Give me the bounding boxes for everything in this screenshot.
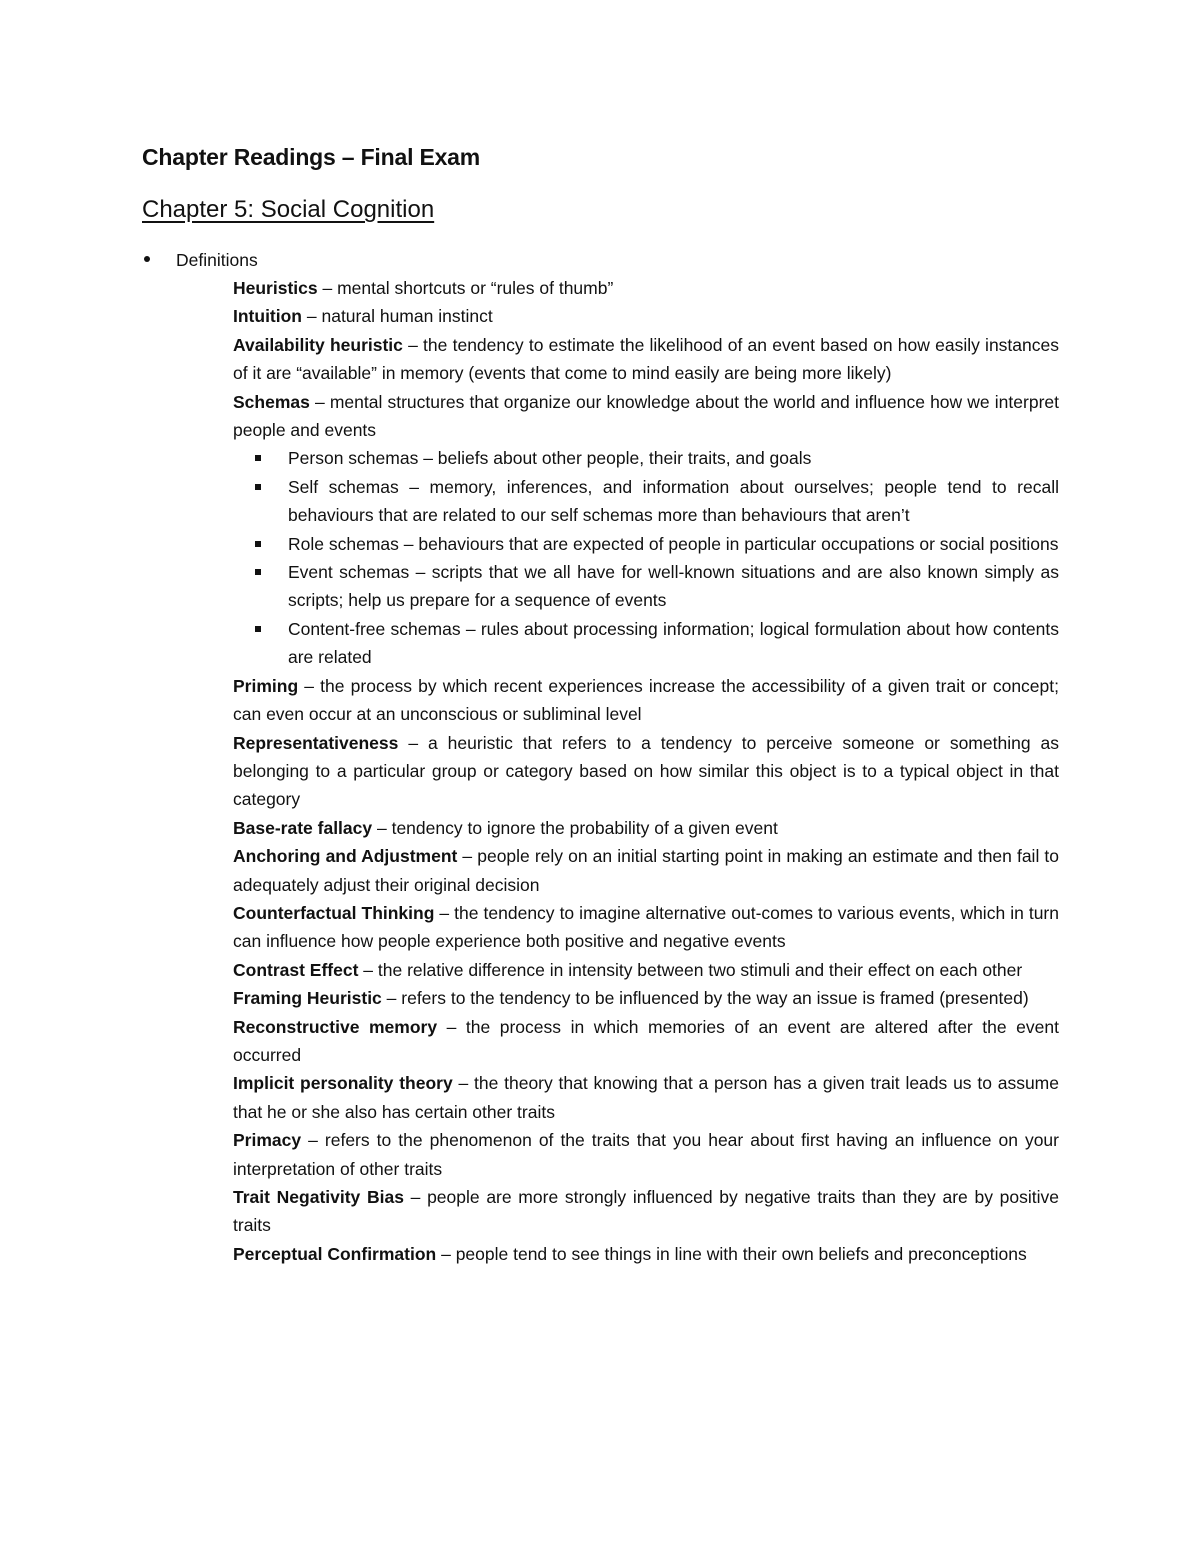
definitions-list [233,274,1059,1268]
definition-text: – memory, inferences, and information about ourselves; people tend to recall behaviours that are related to our self schemas more than behaviours that aren’t [288,476,1059,526]
definition-item [233,1069,1059,1126]
definition-item [233,956,1059,984]
schema-type-item [233,558,1059,615]
definition-text: – natural human instinct [302,306,493,327]
definition-item [233,899,1059,956]
definitions-group-a [233,274,1059,444]
square-bullet-icon [255,455,261,461]
definitions-group-b [233,672,1059,1269]
schema-type-item [233,473,1059,530]
schema-type-item [233,444,1059,472]
definition-item [233,302,1059,330]
definition-item [233,984,1059,1012]
definition-text: – beliefs about other people, their traits, and goals [418,448,812,469]
definition-term: Heuristics [233,278,318,298]
definition-text: – refers to the tendency to be influenced by the way an issue is framed (presented) [381,988,1029,1009]
definition-term: Role schemas [288,533,399,554]
definition-term: Counterfactual Thinking [233,902,435,923]
definition-text: – behaviours that are expected of people in particular occupations or social positions [398,533,1059,554]
square-bullet-icon [255,569,261,575]
definition-term: Reconstructive memory [233,1016,438,1037]
definition-text: – the process in which memories of an event are altered after the event occurred [233,1016,1059,1065]
bullet-label: Definitions [176,250,258,270]
definition-item [233,388,1059,445]
square-bullet-icon [255,541,261,547]
definition-text: – scripts that we all have for well-known situations and are also known simply as scripts; help us prepare for a sequence of events [288,562,1059,611]
definition-item [233,672,1059,729]
definition-text: – the theory that knowing that a person has a given trait leads us to assume that he or she also has certain other traits [233,1073,1059,1122]
definition-term: Content-free schemas [288,618,461,639]
definition-item [233,1126,1059,1183]
definition-item [233,1013,1059,1070]
definition-item [233,729,1059,814]
definition-term: Representativeness [233,732,399,753]
definition-item [233,1183,1059,1240]
definition-term: Contrast Effect [233,959,359,980]
definition-term: Self schemas [288,476,399,497]
schema-types-list [233,444,1059,671]
definition-item [233,1240,1059,1268]
document-title: Chapter Readings – Final Exam [142,144,481,170]
definition-item [233,842,1059,899]
definition-term: Event schemas [288,562,410,583]
definition-text: – the tendency to estimate the likelihood of an event based on how easily instances of it are “available” in memory (events that come to mind easily are being more likely) [233,334,1059,384]
definition-term: Primacy [233,1130,302,1151]
definition-item [233,814,1059,842]
definition-term: Priming [233,675,299,696]
definition-text: – a heuristic that refers to a tendency to perceive someone or something as belonging to a particular group or category based on how similar this object is to a typical object in that category [233,732,1059,810]
definition-text: – the process by which recent experiences increase the accessibility of a given trait or concept; can even occur at an unconscious or subliminal level [233,675,1059,725]
definition-text: – people rely on an initial starting point in making an estimate and then fail to adequately adjust their original decision [233,846,1060,895]
definition-term: Availability heuristic [233,334,403,355]
definition-term: Person schemas [288,448,419,469]
definition-term: Schemas [233,391,310,412]
definition-text: – mental shortcuts or “rules of thumb” [317,278,614,298]
definition-text: – mental structures that organize our knowledge about the world and influence how we interpret people and events [233,391,1059,441]
definition-item [233,331,1059,388]
definition-text: – rules about processing information; logical formulation about how contents are related [288,618,1059,668]
square-bullet-icon [255,484,261,490]
chapter-heading: Chapter 5: Social Cognition [142,196,435,223]
definition-term: Implicit personality theory [233,1073,453,1094]
definition-text: – tendency to ignore the probability of a given event [372,817,778,838]
definition-text: – the relative difference in intensity between two stimuli and their effect on each other [358,959,1023,980]
definition-term: Intuition [233,306,303,327]
definition-term: Anchoring and Adjustment [233,846,458,867]
definition-item [233,274,1059,302]
definition-term: Base-rate fallacy [233,817,373,838]
definition-text: – refers to the phenomenon of the traits that you hear about first having an influence on your interpretation of other traits [233,1130,1059,1179]
definition-text: – the tendency to imagine alternative out-comes to various events, which in turn can influence how people experience both positive and negative events [233,902,1059,952]
square-bullet-icon [255,626,261,632]
definition-term: Framing Heuristic [233,988,382,1009]
definition-text: – people are more strongly influenced by negative traits than they are by positive traits [233,1187,1059,1236]
definition-text: – people tend to see things in line with their own beliefs and preconceptions [436,1243,1027,1264]
definition-term: Trait Negativity Bias [233,1187,404,1207]
schema-type-item [233,615,1059,672]
definition-term: Perceptual Confirmation [233,1243,437,1264]
schema-type-item [233,530,1059,558]
